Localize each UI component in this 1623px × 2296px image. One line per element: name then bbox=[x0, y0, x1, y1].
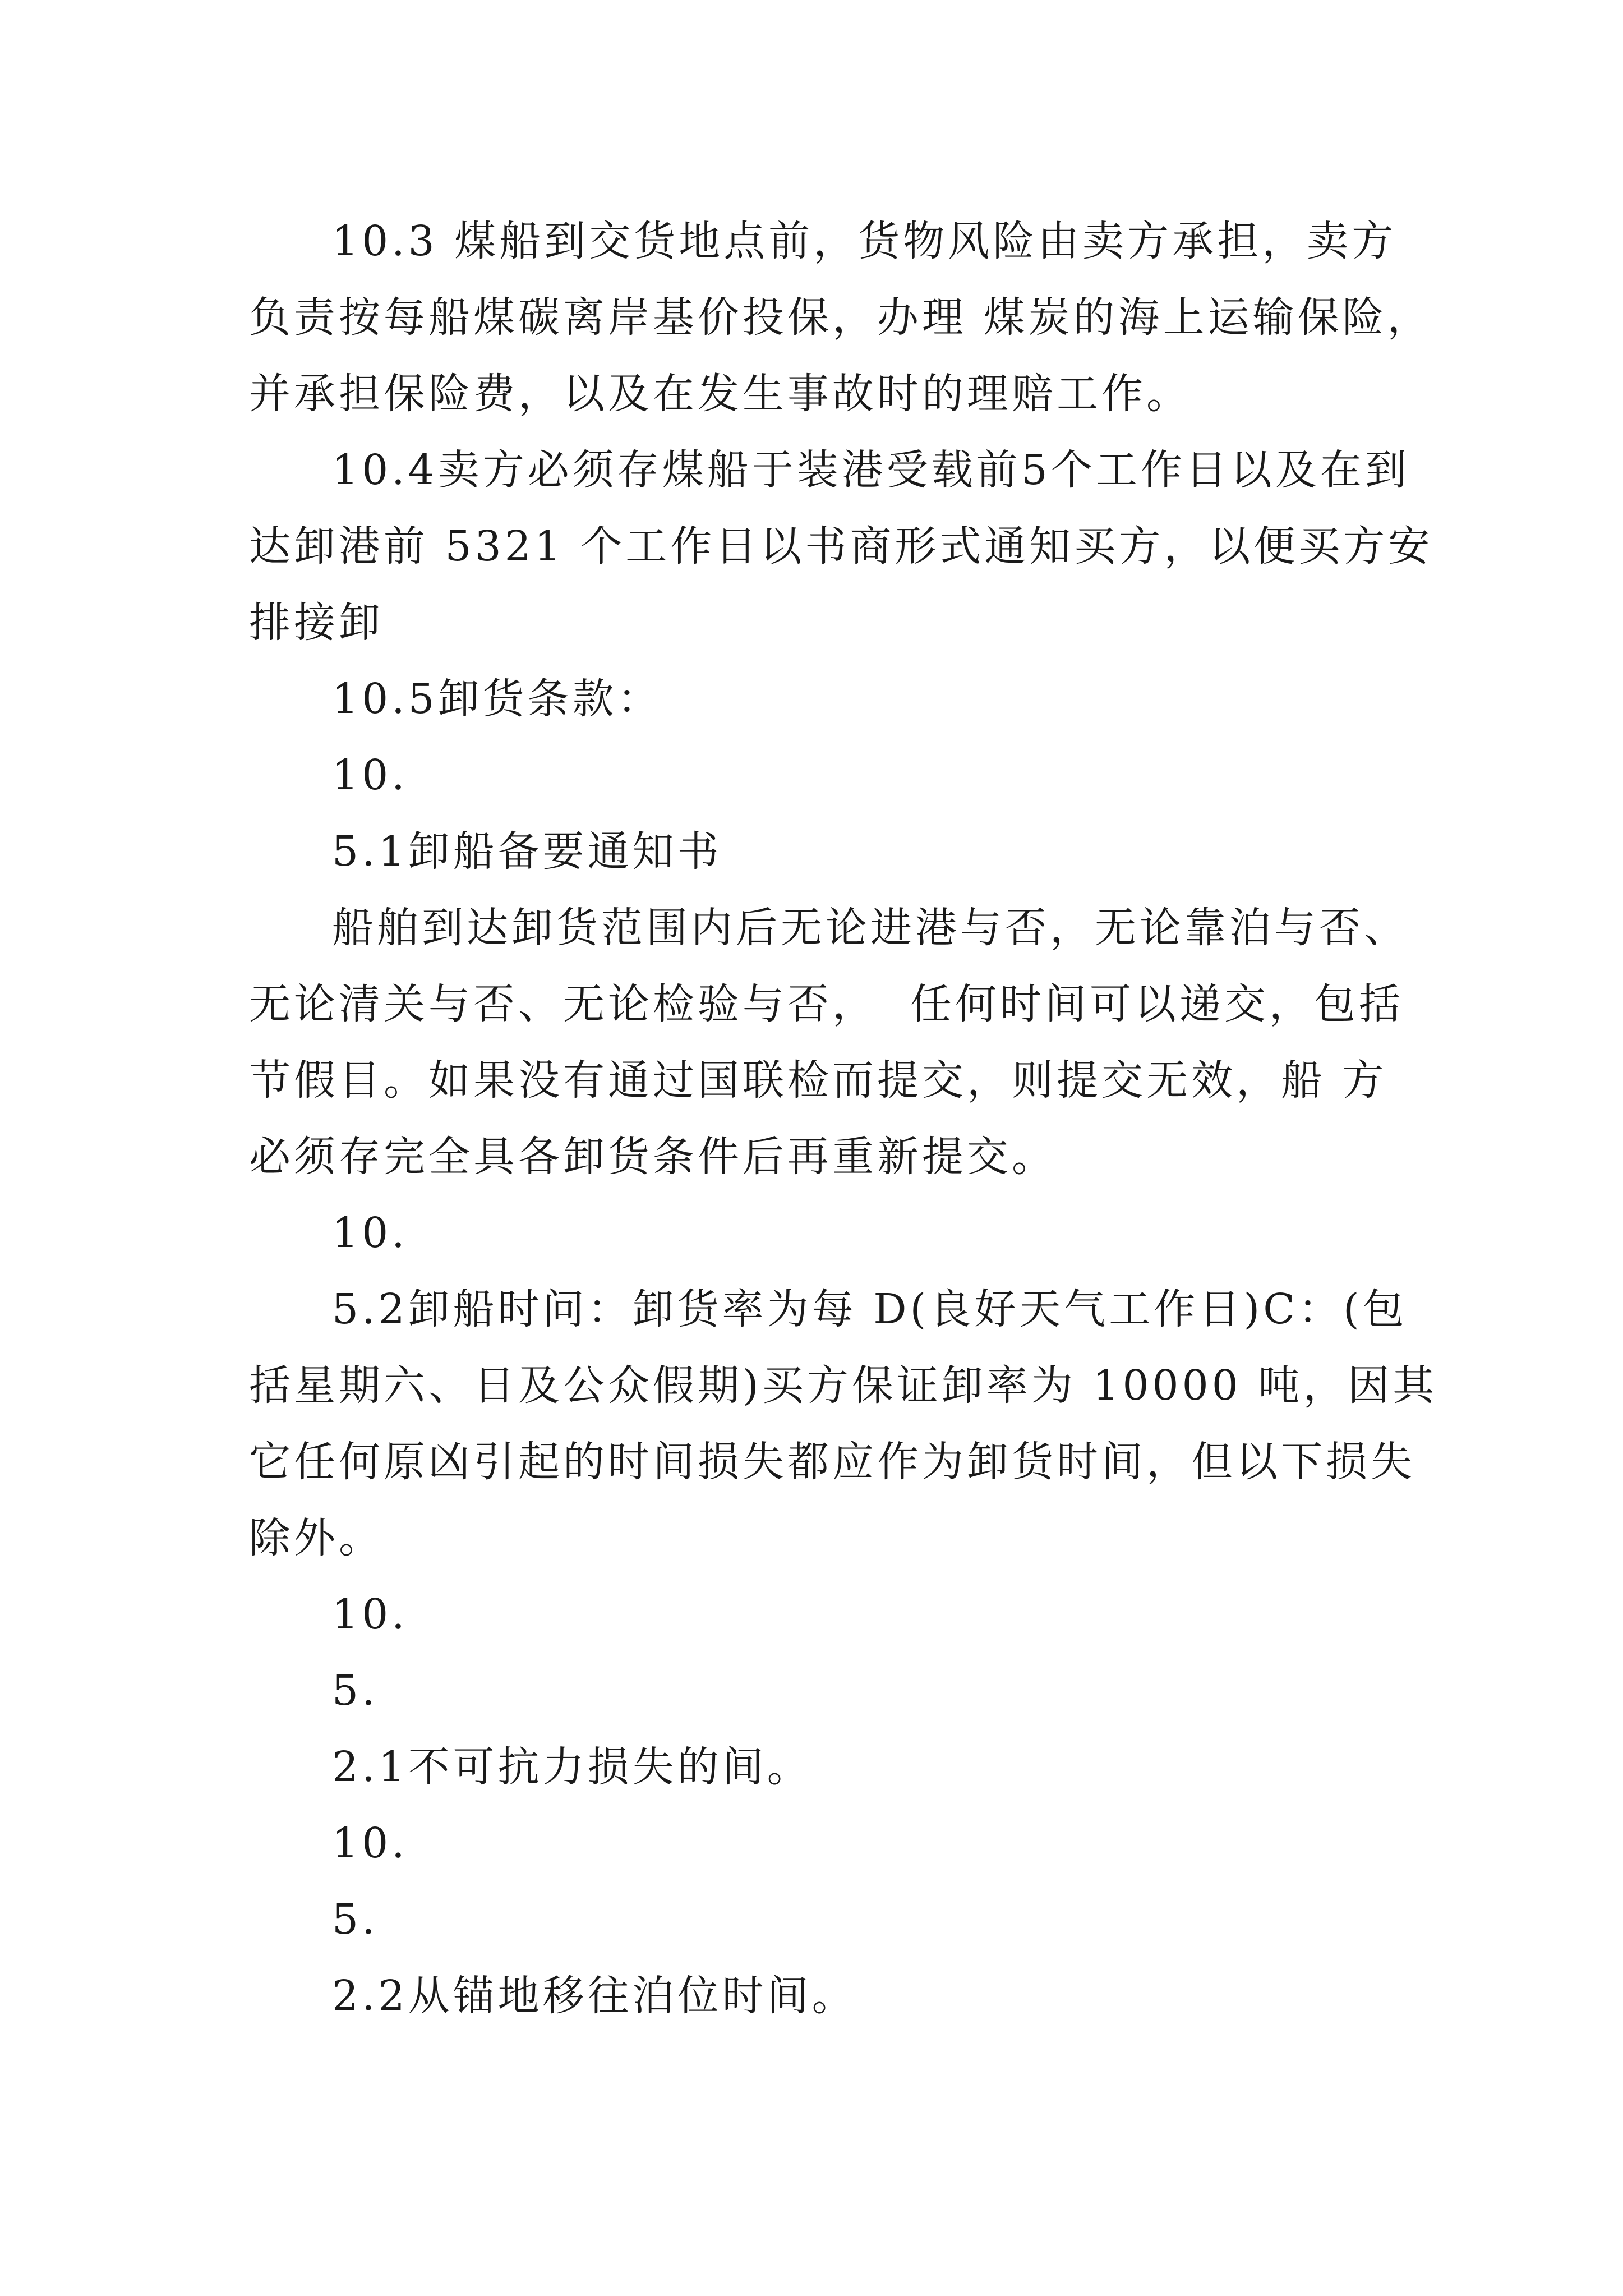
paragraph-line: 它任何原凶引起的时间损失都应作为卸货时间，但以下损失 bbox=[249, 1438, 1415, 1486]
paragraph-line: 括星期六、日及公众假期)买方保证卸率为 10000 吨，因其 bbox=[249, 1361, 1438, 1410]
paragraph-line: 负责按每船煤碳离岸基价投保，办理 煤炭的海上运输保险， bbox=[249, 293, 1432, 342]
paragraph-line: 2.1不可抗力损失的间。 bbox=[332, 1743, 812, 1791]
paragraph-line: 2.2从锚地移往泊位时间。 bbox=[332, 1972, 857, 2020]
paragraph-line: 10. bbox=[332, 1209, 408, 1257]
paragraph-line: 并承担保险费，以及在发生事故时的理赔工作。 bbox=[249, 370, 1191, 418]
paragraph-line: 5.2卸船时问：卸货率为每 D(良好天气工作日)C：(包 bbox=[332, 1285, 1408, 1333]
paragraph-line: 必须存完全具各卸货条件后再重新提交。 bbox=[249, 1133, 1057, 1181]
paragraph-line: 5. bbox=[332, 1667, 379, 1715]
paragraph-line: 10. bbox=[332, 1590, 408, 1639]
document-body bbox=[249, 203, 1438, 2034]
paragraph-line: 除外。 bbox=[249, 1514, 384, 1562]
paragraph-line: 达卸港前 5321 个工作日以书商形式通知买方，以便买方安 bbox=[249, 522, 1433, 570]
paragraph-line: 节假目。如果没有通过国联检而提交，则提交无效，船 方 bbox=[249, 1056, 1387, 1105]
paragraph-line: 10.4卖方必须存煤船于装港受载前5个工作日以及在到 bbox=[332, 446, 1410, 494]
paragraph-line: 10. bbox=[332, 1819, 408, 1867]
paragraph-line: 10.5卸货条款： bbox=[332, 675, 662, 723]
paragraph-line: 5. bbox=[332, 1895, 379, 1944]
paragraph-line: 船舶到达卸货范围内后无论进港与否，无论靠泊与否、 bbox=[332, 904, 1409, 952]
paragraph-line: 无论清关与否、无论检验与否， 任何时间可以递交，包括 bbox=[249, 980, 1404, 1028]
paragraph-line: 排接卸 bbox=[249, 599, 384, 647]
paragraph-line: 5.1卸船备要通知书 bbox=[332, 827, 722, 876]
paragraph-line: 10.3 煤船到交货地点前，货物风险由卖方承担，卖方 bbox=[332, 217, 1397, 265]
paragraph-line: 10. bbox=[332, 751, 408, 799]
